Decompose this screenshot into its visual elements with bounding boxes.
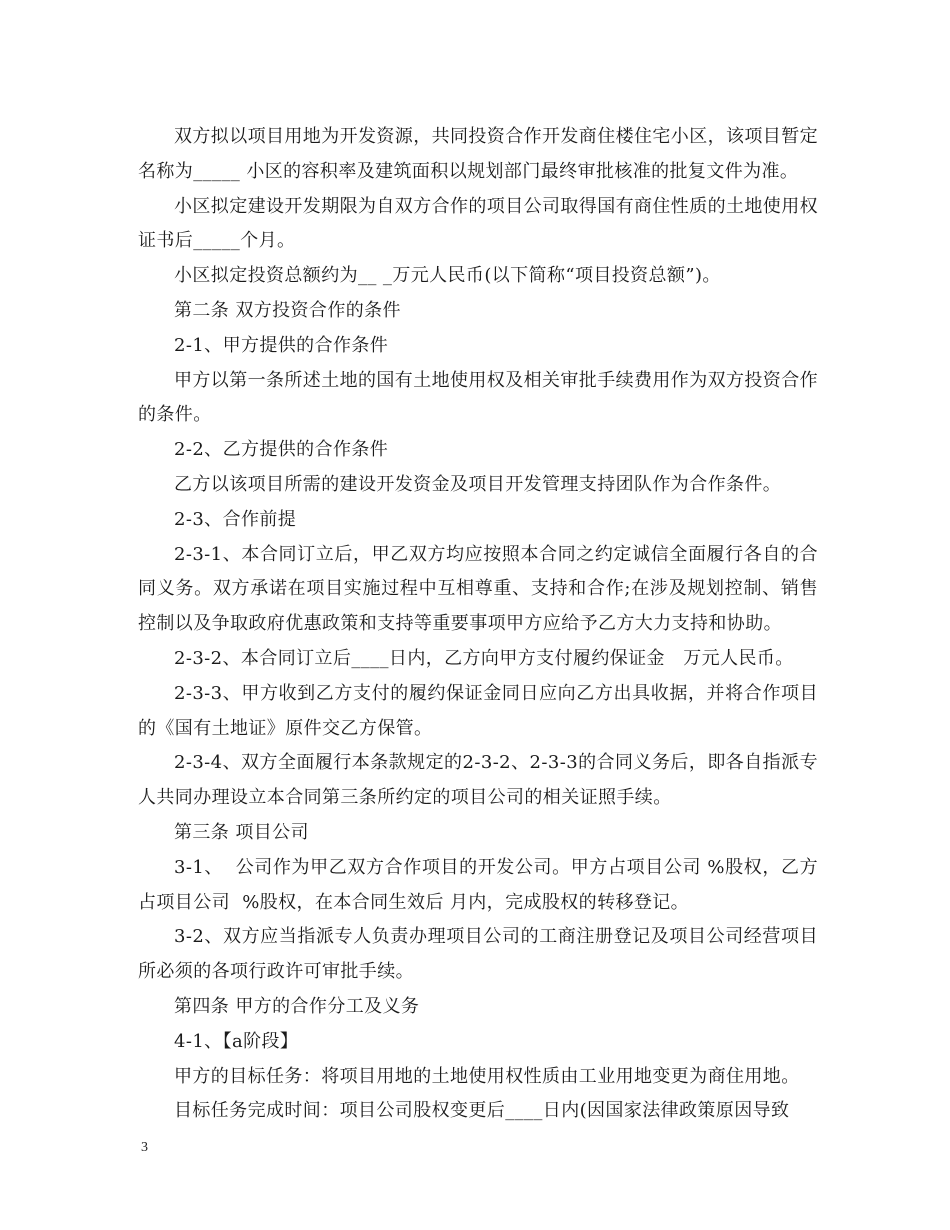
paragraph: 3-1、 公司作为甲乙双方合作项目的开发公司。甲方占项目公司 %股权，乙方占项目公司 %股权，在本合同生效后 月内，完成股权的转移登记。 — [138, 856, 818, 913]
section-heading: 第三条 项目公司 — [174, 821, 309, 843]
section-heading: 第四条 甲方的合作分工及义务 — [174, 995, 420, 1017]
subsection-heading: 2-3、合作前提 — [174, 508, 297, 530]
paragraph: 目标任务完成时间：项目公司股权变更后____日内(因国家法律政策原因导致 — [174, 1100, 790, 1122]
subsection-heading: 2-2、乙方提供的合作条件 — [174, 439, 389, 461]
paragraph: 2-3-3、甲方收到乙方支付的履约保证金同日应向乙方出具收据，并将合作项目的《国有土地证》原件交乙方保管。 — [138, 682, 818, 739]
paragraph: 2-3-4、双方全面履行本条款规定的2-3-2、2-3-3的合同义务后，即各自指派专人共同办理设立本合同第三条所约定的项目公司的相关证照手续。 — [138, 752, 818, 809]
paragraph: 乙方以该项目所需的建设开发资金及项目开发管理支持团队作为合作条件。 — [174, 473, 782, 495]
paragraph: 小区拟定建设开发期限为自双方合作的项目公司取得国有商住性质的土地使用权证书后_____个月。 — [138, 195, 818, 252]
paragraph: 甲方以第一条所述土地的国有土地使用权及相关审批手续费用作为双方投资合作的条件。 — [138, 369, 818, 426]
paragraph: 甲方的目标任务：将项目用地的土地使用权性质由工业用地变更为商住用地。 — [174, 1065, 800, 1087]
section-heading: 第二条 双方投资合作的条件 — [174, 299, 401, 321]
page-number: 3 — [141, 1140, 148, 1155]
document-body — [138, 120, 818, 1129]
paragraph: 小区拟定投资总额约为__ _万元人民币(以下简称“项目投资总额”)。 — [174, 265, 721, 287]
paragraph: 3-2、双方应当指派专人负责办理项目公司的工商注册登记及项目公司经营项目所必须的各项行政许可审批手续。 — [138, 926, 818, 983]
subsection-heading: 4-1、【a阶段】 — [174, 1030, 299, 1052]
paragraph: 2-3-1、本合同订立后，甲乙双方均应按照本合同之约定诚信全面履行各自的合同义务。双方承诺在项目实施过程中互相尊重、支持和合作;在涉及规划控制、销售控制以及争取政府优惠政策和支持等重要事项甲方应给予乙方大力支持和协助。 — [138, 543, 818, 635]
subsection-heading: 2-1、甲方提供的合作条件 — [174, 334, 389, 356]
paragraph: 2-3-2、本合同订立后____日内，乙方向甲方支付履约保证金 万元人民币。 — [174, 647, 794, 669]
paragraph: 双方拟以项目用地为开发资源，共同投资合作开发商住楼住宅小区，该项目暂定名称为_____ 小区的容积率及建筑面积以规划部门最终审批核准的批复文件为准。 — [138, 126, 818, 182]
